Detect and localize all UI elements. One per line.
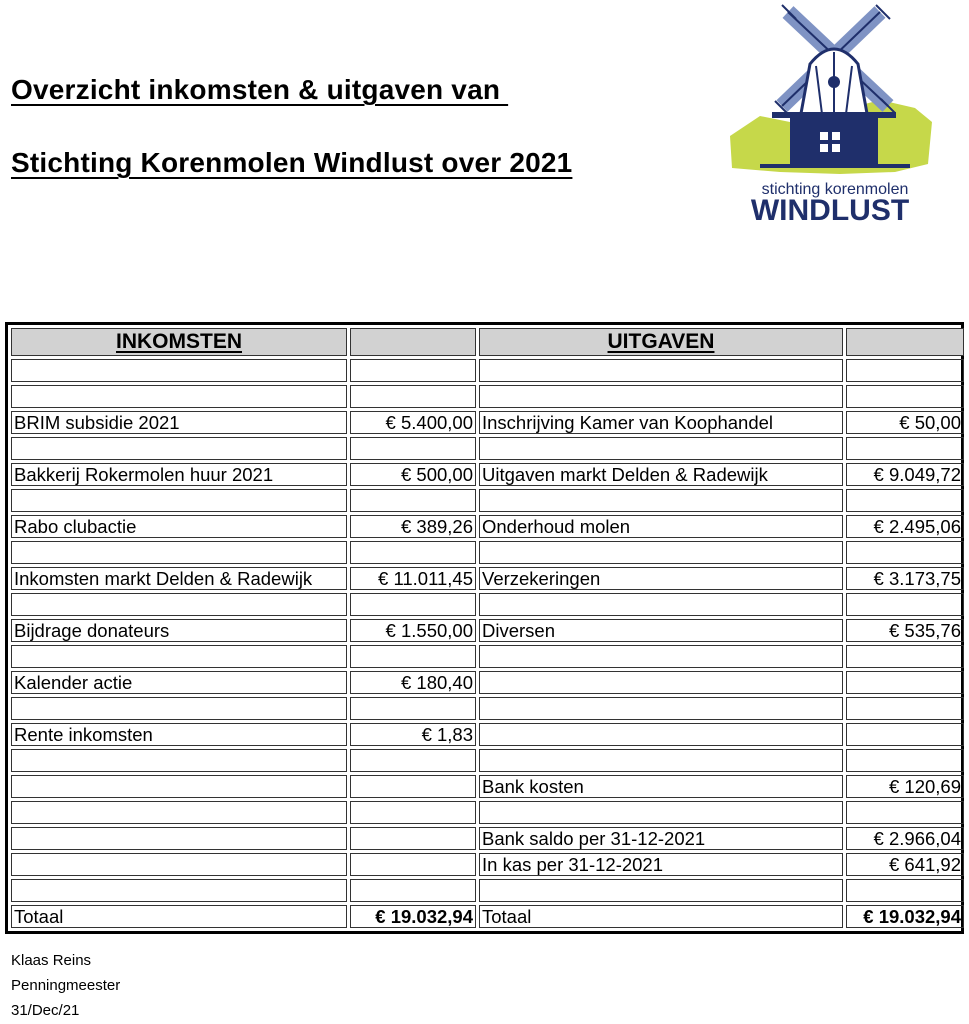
income-amount-cell [350, 775, 476, 798]
table-total-row [11, 905, 964, 928]
income-amount-cell [350, 827, 476, 850]
expense-label-cell: Uitgaven markt Delden & Radewijk [479, 463, 843, 486]
income-amount-cell: € 389,26 [350, 515, 476, 538]
page-title-line-1 [11, 74, 508, 106]
income-amount-cell [350, 541, 476, 564]
table-row [11, 385, 964, 408]
expense-label-cell [479, 541, 843, 564]
income-label-cell [11, 541, 347, 564]
table-row [11, 515, 964, 538]
table-row [11, 697, 964, 720]
income-amount-cell [350, 593, 476, 616]
expense-header [479, 328, 843, 356]
table-row [11, 463, 964, 486]
expense-label-cell: Diversen [479, 619, 843, 642]
income-label-cell [11, 489, 347, 512]
table-header-row [11, 328, 964, 356]
table-row [11, 541, 964, 564]
income-amount-cell: € 19.032,94 [350, 905, 476, 928]
table-row [11, 645, 964, 668]
expense-amount-cell: € 19.032,94 [846, 905, 964, 928]
income-label-cell [11, 853, 347, 876]
expense-amount-cell [846, 645, 964, 668]
signature-role: Penningmeester [11, 977, 121, 994]
page-title-line-1-text: Overzicht inkomsten & uitgaven van [11, 74, 509, 105]
expense-amount-cell [846, 437, 964, 460]
expense-amount-cell: € 9.049,72 [846, 463, 964, 486]
table-row [11, 671, 964, 694]
table-row [11, 801, 964, 824]
expense-label-cell [479, 671, 843, 694]
income-header-text: INKOMSTEN [116, 330, 242, 353]
table-row [11, 879, 964, 902]
income-amount-cell [350, 385, 476, 408]
expense-label-cell [479, 385, 843, 408]
income-label-cell [11, 593, 347, 616]
expense-amount-cell [846, 489, 964, 512]
financial-table [8, 325, 967, 931]
expense-amount-header [846, 328, 964, 356]
expense-amount-cell [846, 879, 964, 902]
expense-amount-cell [846, 671, 964, 694]
expense-amount-cell: € 2.966,04 [846, 827, 964, 850]
table-row [11, 619, 964, 642]
signature-name: Klaas Reins [11, 952, 92, 969]
expense-amount-cell: € 120,69 [846, 775, 964, 798]
expense-amount-cell [846, 723, 964, 746]
income-label-cell: Bijdrage donateurs [11, 619, 347, 642]
income-amount-cell: € 500,00 [350, 463, 476, 486]
expense-amount-cell: € 535,76 [846, 619, 964, 642]
table-row [11, 827, 964, 850]
expense-amount-cell [846, 801, 964, 824]
income-amount-cell [350, 853, 476, 876]
income-label-cell: Inkomsten markt Delden & Radewijk [11, 567, 347, 590]
income-label-cell [11, 801, 347, 824]
income-label-cell [11, 827, 347, 850]
income-amount-cell [350, 437, 476, 460]
income-label-cell: Kalender actie [11, 671, 347, 694]
windlust-logo [720, 4, 935, 224]
page-title-line-2 [11, 147, 572, 179]
expense-amount-cell [846, 697, 964, 720]
income-label-cell [11, 697, 347, 720]
page-title-line-2-text: Stichting Korenmolen Windlust over 2021 [11, 147, 573, 178]
income-amount-cell [350, 749, 476, 772]
expense-label-cell: Onderhoud molen [479, 515, 843, 538]
expense-label-cell [479, 749, 843, 772]
table-row [11, 775, 964, 798]
income-amount-cell [350, 489, 476, 512]
income-amount-cell [350, 645, 476, 668]
logo-wordmark: WINDLUST [750, 194, 910, 224]
income-label-cell [11, 385, 347, 408]
table-row [11, 749, 964, 772]
income-label-cell [11, 879, 347, 902]
expense-label-cell [479, 801, 843, 824]
income-label-cell: Rente inkomsten [11, 723, 347, 746]
expense-amount-cell: € 641,92 [846, 853, 964, 876]
signature-date: 31/Dec/21 [11, 1002, 80, 1019]
income-amount-cell [350, 801, 476, 824]
table-row [11, 723, 964, 746]
expense-label-cell: Verzekeringen [479, 567, 843, 590]
income-amount-cell: € 180,40 [350, 671, 476, 694]
expense-amount-cell [846, 749, 964, 772]
expense-label-cell: Bank kosten [479, 775, 843, 798]
table-row [11, 593, 964, 616]
income-label-cell [11, 359, 347, 382]
expense-amount-cell [846, 593, 964, 616]
table-row [11, 437, 964, 460]
expense-label-cell [479, 723, 843, 746]
income-label-cell: Totaal [11, 905, 347, 928]
table-row [11, 567, 964, 590]
expense-label-cell [479, 437, 843, 460]
income-header [11, 328, 347, 356]
income-amount-cell [350, 697, 476, 720]
income-label-cell: Rabo clubactie [11, 515, 347, 538]
income-label-cell [11, 437, 347, 460]
table-row [11, 489, 964, 512]
table-row [11, 411, 964, 434]
expense-label-cell: In kas per 31-12-2021 [479, 853, 843, 876]
income-amount-cell [350, 879, 476, 902]
income-amount-cell [350, 359, 476, 382]
income-label-cell [11, 645, 347, 668]
expense-label-cell: Totaal [479, 905, 843, 928]
expense-label-cell: Bank saldo per 31-12-2021 [479, 827, 843, 850]
expense-amount-cell: € 50,00 [846, 411, 964, 434]
expense-label-cell [479, 645, 843, 668]
expense-label-cell [479, 359, 843, 382]
income-label-cell [11, 749, 347, 772]
expense-header-text: UITGAVEN [607, 330, 715, 353]
expense-label-cell [479, 879, 843, 902]
expense-amount-cell [846, 359, 964, 382]
expense-amount-cell: € 2.495,06 [846, 515, 964, 538]
table-row [11, 853, 964, 876]
income-label-cell: Bakkerij Rokermolen huur 2021 [11, 463, 347, 486]
expense-amount-cell [846, 385, 964, 408]
expense-label-cell [479, 697, 843, 720]
income-amount-cell: € 1,83 [350, 723, 476, 746]
expense-amount-cell: € 3.173,75 [846, 567, 964, 590]
table-row [11, 359, 964, 382]
income-amount-header [350, 328, 476, 356]
expense-amount-cell [846, 541, 964, 564]
income-amount-cell: € 5.400,00 [350, 411, 476, 434]
income-label-cell [11, 775, 347, 798]
income-label-cell: BRIM subsidie 2021 [11, 411, 347, 434]
expense-label-cell [479, 489, 843, 512]
financial-table-frame [5, 322, 964, 934]
expense-label-cell [479, 593, 843, 616]
expense-label-cell: Inschrijving Kamer van Koophandel [479, 411, 843, 434]
income-amount-cell: € 11.011,45 [350, 567, 476, 590]
income-amount-cell: € 1.550,00 [350, 619, 476, 642]
logo-subtitle: stichting korenmolen [761, 181, 909, 198]
